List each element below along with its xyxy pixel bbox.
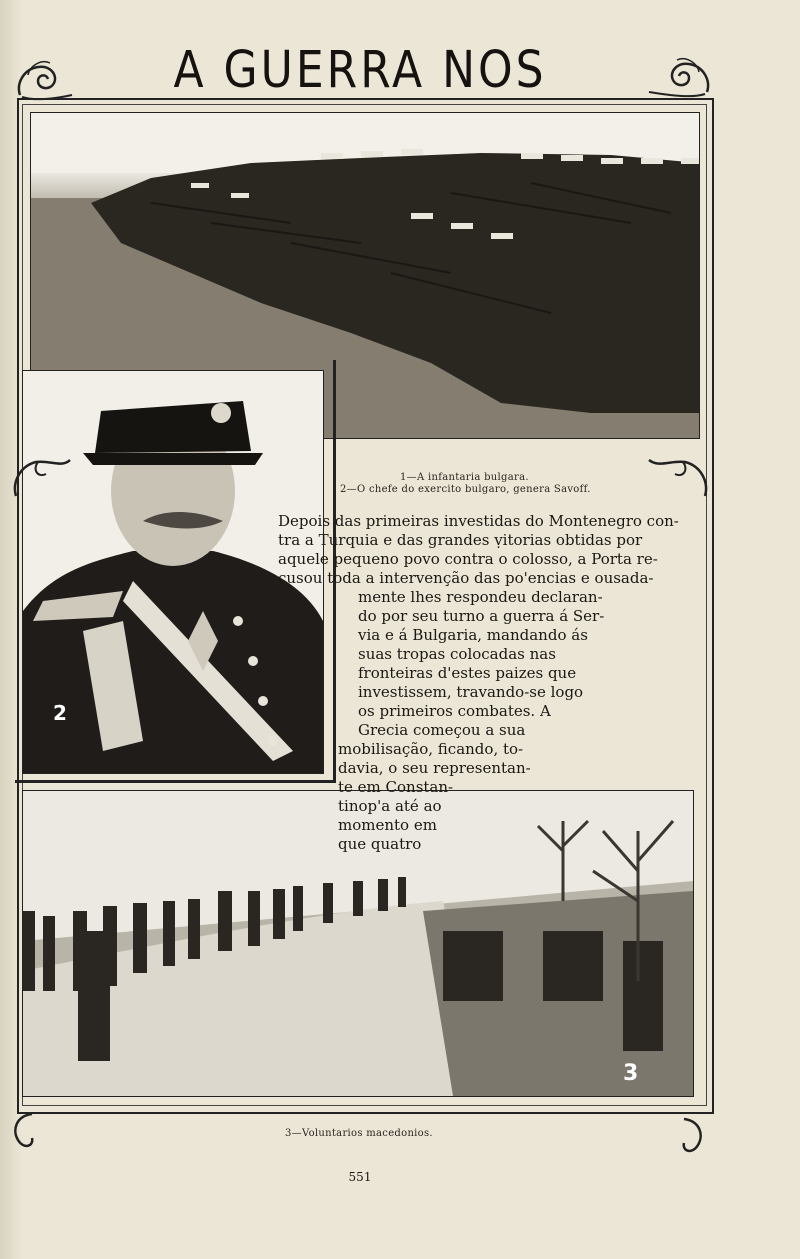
body-line: via e á Bulgaria, mandando ás <box>358 626 588 644</box>
article-body <box>278 512 679 854</box>
body-line: Depois das primeiras investidas do Montenegro con- <box>278 512 679 530</box>
body-line: os primeiros combates. A <box>358 702 551 720</box>
body-line: mobilisação, ficando, to- <box>338 740 524 758</box>
body-line: te em Constan- <box>338 778 454 796</box>
body-line: do por seu turno a guerra á Ser- <box>358 607 605 625</box>
body-line: mente lhes respondeu declaran- <box>358 588 603 606</box>
page-title: A GUERRA NOS <box>173 41 547 100</box>
body-line: momento em <box>338 816 437 834</box>
body-line: suas tropas colocadas nas <box>358 645 556 663</box>
right-bottom-ornament <box>678 1115 710 1165</box>
left-mid-ornament <box>8 452 74 502</box>
caption-2: 2—O chefe do exercito bulgaro, genera Savoff. <box>340 484 591 495</box>
body-line: aquele pequeno povo contra o colosso, a Porta re- <box>278 550 658 568</box>
right-title-ornament <box>645 52 715 102</box>
body-line: Grecia começou a sua <box>358 721 526 739</box>
body-line: tinop'a até ao <box>338 797 442 815</box>
left-bottom-ornament <box>8 1110 38 1160</box>
photo-number-3: 3 <box>623 1061 639 1086</box>
body-line: que quatro <box>338 835 422 853</box>
body-line: tra a Turquia e das grandes ṿitorias obtidas por <box>278 531 643 549</box>
body-line: fronteiras d'estes paizes que <box>358 664 577 682</box>
body-line: davia, o seu representan- <box>338 759 531 777</box>
body-line: cusou toda a intervenção das po'encias e ousada- <box>278 569 654 587</box>
page-number: 551 <box>348 1170 372 1184</box>
photo-number-2: 2 <box>53 701 67 725</box>
right-mid-ornament <box>645 452 713 502</box>
left-title-ornament <box>14 55 76 103</box>
caption-1: 1—A infantaria bulgara. <box>400 472 529 483</box>
caption-3: 3—Voluntarios macedonios. <box>285 1128 433 1139</box>
body-line: investissem, travando-se logo <box>358 683 584 701</box>
